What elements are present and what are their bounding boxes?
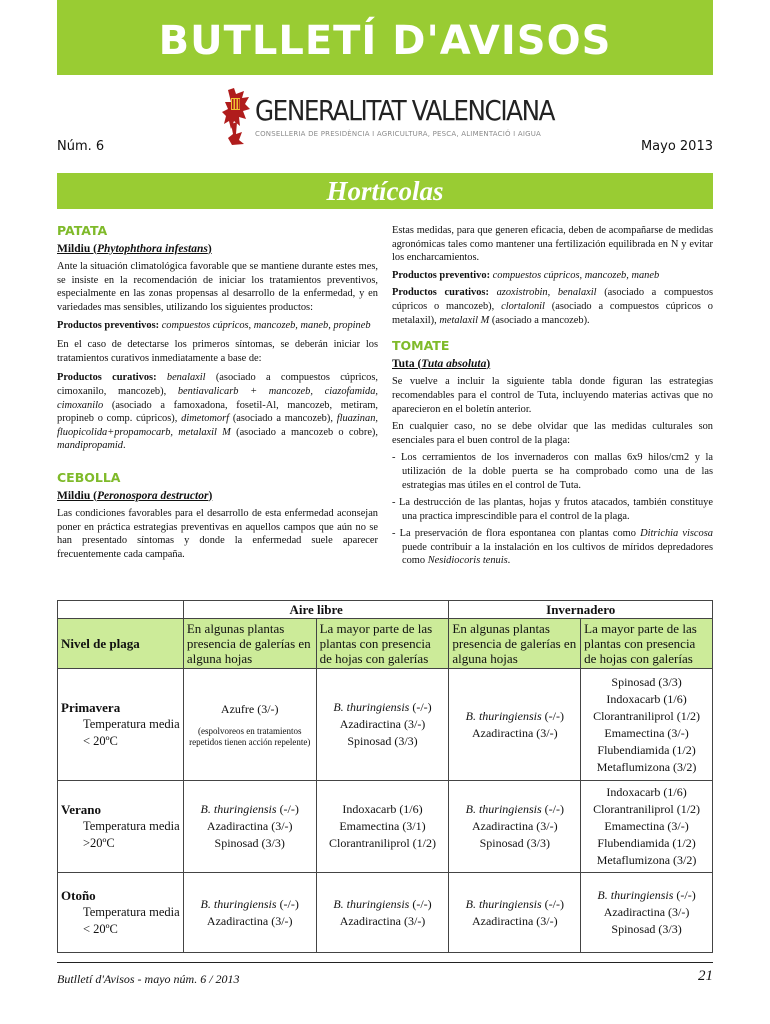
list-item: - La preservación de flora espontanea con plantas como Ditrichia viscosa puede contribuir a la instalación en los cultivos de míridos depredadores como Nesidiocoris tenuis. (392, 528, 713, 567)
list-item: - La destrucción de las plantas, hojas y frutos atacados, también constituye una practica imprescindible para el control de la plaga. (392, 497, 713, 522)
table-row (58, 873, 713, 953)
paragraph: En el caso de detectarse los primeros síntomas, se deberán iniciar los tratamientos curativos inmediatamente a base de: (57, 339, 378, 364)
table-cell: Azufre (3/-) (espolvoreos en tratamientos repetidos tienen acción repelente) (183, 669, 316, 781)
paragraph: Estas medidas, para que generen eficacia, deben de acompañarse de medidas agronómicas tales como mantener una fertilización equilibrada en N y evitar los encharcamientos. (392, 225, 713, 264)
issue-number: Núm. 6 (57, 139, 105, 154)
table-cell: B. thuringiensis (-/-) Azadiractina (3/-) (449, 669, 581, 781)
table-cell: Indoxacarb (1/6) Emamectina (3/1) Clorantraniliprol (1/2) (316, 781, 449, 873)
pest-title-mildiu-patata: Mildiu (Phytophthora infestans) (57, 242, 212, 255)
heading-cebolla: CEBOLLA (57, 469, 121, 485)
page-number: 21 (698, 968, 713, 984)
section-title: Hortícolas (326, 176, 444, 206)
issue-date: Mayo 2013 (640, 139, 713, 154)
paragraph: Se vuelve a incluir la siguiente tabla donde figuran las estrategias recomendables para el control de Tuta, incluyendo materias activas que no aparecieron en el boletín anterior. (392, 376, 713, 415)
table-cell: B. thuringiensis (-/-) Azadiractina (3/-) (316, 873, 449, 953)
generalitat-logo (222, 88, 555, 148)
table-cell: Indoxacarb (1/6) Clorantraniliprol (1/2) Emamectina (3/-) Flubendiamida (1/2) Metaflumizona (3/2) (581, 781, 713, 873)
footer-divider (57, 962, 713, 963)
logo-name: GENERALITAT VALENCIANA (255, 94, 555, 127)
table-cell: B. thuringiensis (-/-) Azadiractina (3/-) Spinosad (3/3) (183, 781, 316, 873)
table-row (58, 669, 713, 781)
pest-title-mildiu-cebolla: Mildiu (Peronospora destructor) (57, 489, 213, 502)
right-column (392, 224, 713, 572)
list-item: - Los cerramientos de los invernaderos con mallas 6x9 hilos/cm2 y la utilización de la doble puerta se ha comprobado como una de las estrategias mas útiles en el control de Tuta. (392, 452, 713, 491)
cultural-measures-list (392, 451, 713, 568)
heading-patata: PATATA (57, 223, 108, 238)
column-header: La mayor parte de las plantas con presencia de hojas con galerías (581, 619, 713, 669)
tuta-strategy-table (57, 600, 713, 953)
preventive-products: Productos preventivo: compuestos cúpricos, mancozeb, maneb (392, 269, 660, 281)
table-cell: B. thuringiensis (-/-) Azadiractina (3/-) Spinosad (3/3) (316, 669, 449, 781)
table-cell: Spinosad (3/3) Indoxacarb (1/6) Clorantraniliprol (1/2) Emamectina (3/-) Flubendiamida (1/2) Metaflumizona (3/2) (581, 669, 713, 781)
column-header: En algunas plantas presencia de galerías en alguna hojas (183, 619, 316, 669)
group-invernadero: Invernadero (449, 601, 713, 619)
season-cell: Verano Temperatura media >20ºC (58, 781, 184, 873)
column-header: La mayor parte de las plantas con presencia de hojas con galerías (316, 619, 449, 669)
group-aire-libre: Aire libre (183, 601, 449, 619)
level-header: Nivel de plaga (58, 619, 184, 669)
bulletin-title: BUTLLETÍ D'AVISOS (158, 18, 612, 64)
heading-tomate: TOMATE (392, 338, 450, 354)
logo-subtitle: CONSELLERIA DE PRESIDÈNCIA I AGRICULTURA, PESCA, ALIMENTACIÓ I AIGUA (255, 130, 542, 138)
paragraph: Las condiciones favorables para el desarrollo de esta enfermedad aconsejan poner en práctica estrategias preventivas en aquellos campos que aún no se han presentado síntomas y donde la enfermedad suele aparecer frecuentemente cada campaña. (57, 508, 378, 560)
season-cell: Primavera Temperatura media < 20ºC (58, 669, 184, 781)
table-cell: B. thuringiensis (-/-) Azadiractina (3/-) Spinosad (3/3) (449, 781, 581, 873)
section-banner (57, 173, 713, 209)
preventive-products: Productos preventivos: compuestos cúpricos, mancozeb, maneb, propineb (57, 319, 371, 331)
curative-products: Productos curativos: azoxistrobin, benalaxil (asociado a compuestos cúpricos o mancozeb), clortalonil (asociado a compuestos cúpricos o metalaxil), metalaxil M (asociado a mancozeb). (392, 287, 714, 326)
curative-products: Productos curativos: benalaxil (asociado a compuestos cúpricos, cimoxanilo, mancozeb), bentiavalicarb + mancozeb, ciazofamida, cimoxanilo (asociado a famoxadona, fosetil-Al, mancozeb, metiram, propineb o comp. cúpricos), dimetomorf (asociado a mancozeb), fluazinan, fluopicolida+propamocarb, metalaxil M (asociado a mancozeb o cobre), mandipropamid. (57, 372, 378, 452)
table-cell: B. thuringiensis (-/-) Azadiractina (3/-) (183, 873, 316, 953)
table-cell: B. thuringiensis (-/-) Azadiractina (3/-) Spinosad (3/3) (581, 873, 713, 953)
footer-caption: Butlletí d'Avisos - mayo núm. 6 / 2013 (57, 972, 240, 986)
coat-of-arms-icon (222, 88, 252, 146)
column-header: En algunas plantas presencia de galerías en alguna hojas (449, 619, 581, 669)
table-cell: B. thuringiensis (-/-) Azadiractina (3/-) (449, 873, 581, 953)
table-row (58, 781, 713, 873)
title-banner (57, 0, 713, 75)
paragraph: Ante la situación climatológica favorable que se mantiene durante estes mes, se insiste en la recomendación de iniciar los tratamientos preventivos, especialmente en las zonas propensas al desarrollo de la enfermedad, y en variedades mas sensibles, utilizando los siguientes productos: (57, 261, 378, 313)
paragraph: En cualquier caso, no se debe olvidar que las medidas culturales son esenciales para el buen control de la plaga: (392, 421, 713, 446)
table-corner (58, 601, 184, 619)
left-column (57, 224, 378, 565)
season-cell: Otoño Temperatura media < 20ºC (58, 873, 184, 953)
pest-title-tuta: Tuta (Tuta absoluta) (392, 357, 491, 370)
